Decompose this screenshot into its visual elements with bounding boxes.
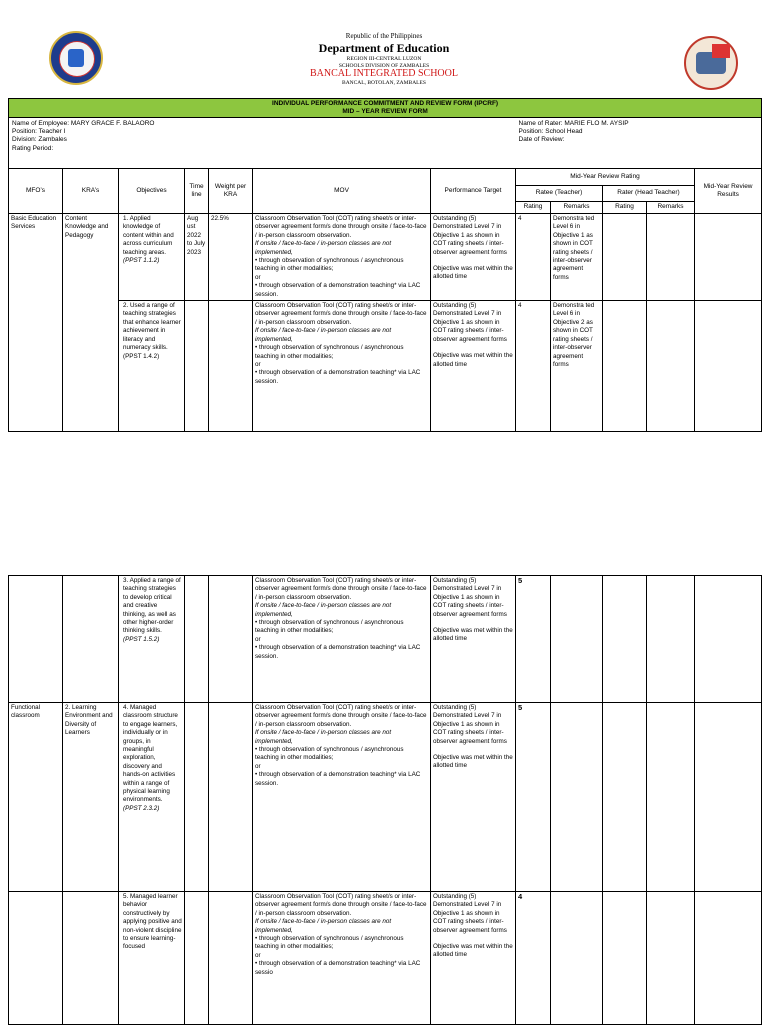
target-cell: Outstanding (5) Demonstrated Level 7 in Objective 1 as shown in COT rating sheets / inter-observer agreement forms Objective was met within the allotted time — [431, 703, 516, 892]
review-date: Date of Review: — [518, 136, 565, 144]
rater-remarks-cell — [647, 703, 695, 892]
employee-info — [9, 118, 516, 169]
employee-division: Division: Zambales — [12, 136, 67, 144]
col-mfo: MFO’s — [9, 169, 63, 214]
remarks-cell — [551, 892, 603, 1025]
employee-name: Name of Employee: MARY GRACE F. BALAORO — [12, 120, 155, 127]
kra-cell — [63, 576, 119, 703]
rater-rating-cell — [603, 214, 647, 301]
rating-period: Rating Period: — [12, 144, 54, 152]
rater-name: Name of Rater: MARIE FLO M. AYSIP — [518, 120, 629, 127]
results-cell — [695, 703, 762, 892]
timeline-cell — [185, 892, 209, 1025]
col-rater: Rater (Head Teacher) — [603, 186, 695, 202]
col-ratee-rating: Rating — [516, 202, 551, 214]
timeline-cell — [185, 301, 209, 432]
rater-remarks-cell — [647, 576, 695, 703]
kra-cell: Content Knowledge and Pedagogy — [63, 214, 119, 432]
rating-cell: 4 — [516, 301, 551, 432]
mfo-cell — [9, 892, 63, 1025]
mov-cell: Classroom Observation Tool (COT) rating sheet/s or inter-observer agreement form/s done through onsite / face-to-face / in-person classroom observation. If onsite / face-to-face / in-person classes are not implemented, • through observation of synchronous / asynchronous teaching in other modalities; or • through observation of a demonstration teaching* via LAC session. — [253, 576, 431, 703]
col-rater-rating: Rating — [603, 202, 647, 214]
results-cell — [695, 301, 762, 432]
table-row — [9, 214, 762, 301]
mov-cell: Classroom Observation Tool (COT) rating sheet/s or inter-observer agreement form/s done through onsite / face-to-face / in-person classroom observation. If onsite / face-to-face / in-person classes are not implemented, • through observation of synchronous / asynchronous teaching in other modalities; or • through observation of a demonstration teaching* via LAC session. — [253, 703, 431, 892]
target-cell: Outstanding (5) Demonstrated Level 7 in Objective 1 as shown in COT rating sheets / inter-observer agreement forms Objective was met within the allotted time — [431, 214, 516, 301]
target-cell: Outstanding (5) Demonstrated Level 7 in Objective 1 as shown in COT rating sheets / inter-observer agreement forms Objective was met within the allotted time — [431, 576, 516, 703]
objective-cell: 1. Applied knowledge of content within and across curriculum teaching areas. (PPST 1.1.2) — [119, 214, 185, 301]
col-target: Performance Target — [431, 169, 516, 214]
timeline-cell — [185, 703, 209, 892]
objective-cell: 2. Used a range of teaching strategies that enhance learner achievement in literacy and numeracy skills. (PPST 1.4.2) — [119, 301, 185, 432]
remarks-cell: Demonstra ted Level 6 in Objective 2 as shown in COT rating sheets / inter-observer agreement forms — [551, 301, 603, 432]
mov-cell: Classroom Observation Tool (COT) rating sheet/s or inter-observer agreement form/s done through onsite / face-to-face / in-person classroom observation. If onsite / face-to-face / in-person classes are not implemented, • through observation of synchronous / asynchronous teaching in other modalities; or • through observation of a demonstration teaching* via LAC session. — [253, 301, 431, 432]
col-rater-remarks: Remarks — [647, 202, 695, 214]
target-cell: Outstanding (5) Demonstrated Level 7 in Objective 1 as shown in COT rating sheets / inter-observer agreement forms Objective was met within the allotted time — [431, 301, 516, 432]
rater-remarks-cell — [647, 892, 695, 1025]
rater-rating-cell — [603, 576, 647, 703]
rater-rating-cell — [603, 301, 647, 432]
header-address: BANCAL, BOTOLAN, ZAMBALES — [342, 80, 426, 86]
col-weight: Weight per KRA — [209, 169, 253, 214]
objective-cell: 5. Managed learner behavior constructively by applying positive and non-violent discipline to ensure learning-focused — [119, 892, 185, 1025]
mov-cell: Classroom Observation Tool (COT) rating sheet/s or inter-observer agreement form/s done through onsite / face-to-face / in-person classroom observation. If onsite / face-to-face / in-person classes are not implemented, • through observation of synchronous / asynchronous teaching in other modalities; or • through observation of a demonstration teaching* via LAC session. — [253, 214, 431, 301]
target-cell: Outstanding (5) Demonstrated Level 7 in Objective 1 as shown in COT rating sheets / inter-observer agreement forms Objective was met within the allotted time — [431, 892, 516, 1025]
remarks-cell — [551, 703, 603, 892]
mfo-cell: Functional classroom — [9, 703, 63, 892]
weight-cell — [209, 892, 253, 1025]
col-midyear-rating: Mid-Year Review Rating — [516, 169, 695, 186]
col-objectives: Objectives — [119, 169, 185, 214]
rater-remarks-cell — [647, 301, 695, 432]
mov-cell: Classroom Observation Tool (COT) rating sheet/s or inter-observer agreement form/s done through onsite / face-to-face / in-person classroom observation. If onsite / face-to-face / in-person classes are not implemented, • through observation of synchronous / asynchronous teaching in other modalities; or • through observation of a demonstration teaching* via LAC sessio — [253, 892, 431, 1025]
results-cell — [695, 576, 762, 703]
header-division: SCHOOLS DIVISION OF ZAMBALES — [338, 63, 430, 69]
weight-cell: 22.5% — [209, 214, 253, 301]
col-kra: KRA’s — [63, 169, 119, 214]
ipcrf-table-1 — [8, 98, 762, 432]
kra-cell: 2. Learning Environment and Diversity of Learners — [63, 703, 119, 892]
header-department: Department of Education — [318, 41, 450, 55]
rater-rating-cell — [603, 892, 647, 1025]
header-school: BANCAL INTEGRATED SCHOOL — [310, 68, 458, 79]
table-row — [9, 703, 762, 892]
col-results: Mid-Year Review Results — [695, 169, 762, 214]
remarks-cell: Demonstra ted Level 6 in Objective 1 as shown in COT rating sheets / inter-observer agreement forms — [551, 214, 603, 301]
mfo-cell — [9, 576, 63, 703]
ipcrf-table-2 — [8, 575, 762, 1025]
remarks-cell — [551, 576, 603, 703]
form-title-line2: MID – YEAR REVIEW FORM — [342, 108, 428, 115]
table-row — [9, 576, 762, 703]
form-title-line1: INDIVIDUAL PERFORMANCE COMMITMENT AND REVIEW FORM (IPCRF) — [272, 100, 499, 107]
col-ratee-remarks: Remarks — [551, 202, 603, 214]
results-cell — [695, 892, 762, 1025]
objective-cell: 3. Applied a range of teaching strategies to develop critical and creative thinking, as well as other higher-order thinking skills. (PPST 1.5.2) — [119, 576, 185, 703]
table-row — [9, 892, 762, 1025]
rating-cell: 5 — [516, 576, 551, 703]
weight-cell — [209, 703, 253, 892]
col-ratee: Ratee (Teacher) — [516, 186, 603, 202]
col-mov: MOV — [253, 169, 431, 214]
weight-cell — [209, 576, 253, 703]
col-timeline: Time line — [185, 169, 209, 214]
rater-remarks-cell — [647, 214, 695, 301]
rater-rating-cell — [603, 703, 647, 892]
form-title — [9, 99, 762, 118]
results-cell — [695, 214, 762, 301]
table-row — [9, 301, 762, 432]
weight-cell — [209, 301, 253, 432]
header-region: REGION III-CENTRAL LUZON — [346, 56, 422, 62]
rating-cell: 4 — [516, 892, 551, 1025]
header-republic: Republic of the Philippines — [345, 32, 423, 40]
mfo-cell: Basic Education Services — [9, 214, 63, 432]
timeline-cell — [185, 576, 209, 703]
kra-cell — [63, 892, 119, 1025]
rater-position: Position: School Head — [518, 128, 583, 136]
employee-position: Position: Teacher I — [12, 128, 66, 136]
objective-cell: 4. Managed classroom structure to engage learners, individually or in groups, in meaningful exploration, discovery and hands-on activities within a range of physical learning environments. (PPST 2.3.2) — [119, 703, 185, 892]
rater-info — [516, 118, 762, 169]
rating-cell: 4 — [516, 214, 551, 301]
timeline-cell: Aug ust 2022 to July 2023 — [185, 214, 209, 301]
rating-cell: 5 — [516, 703, 551, 892]
